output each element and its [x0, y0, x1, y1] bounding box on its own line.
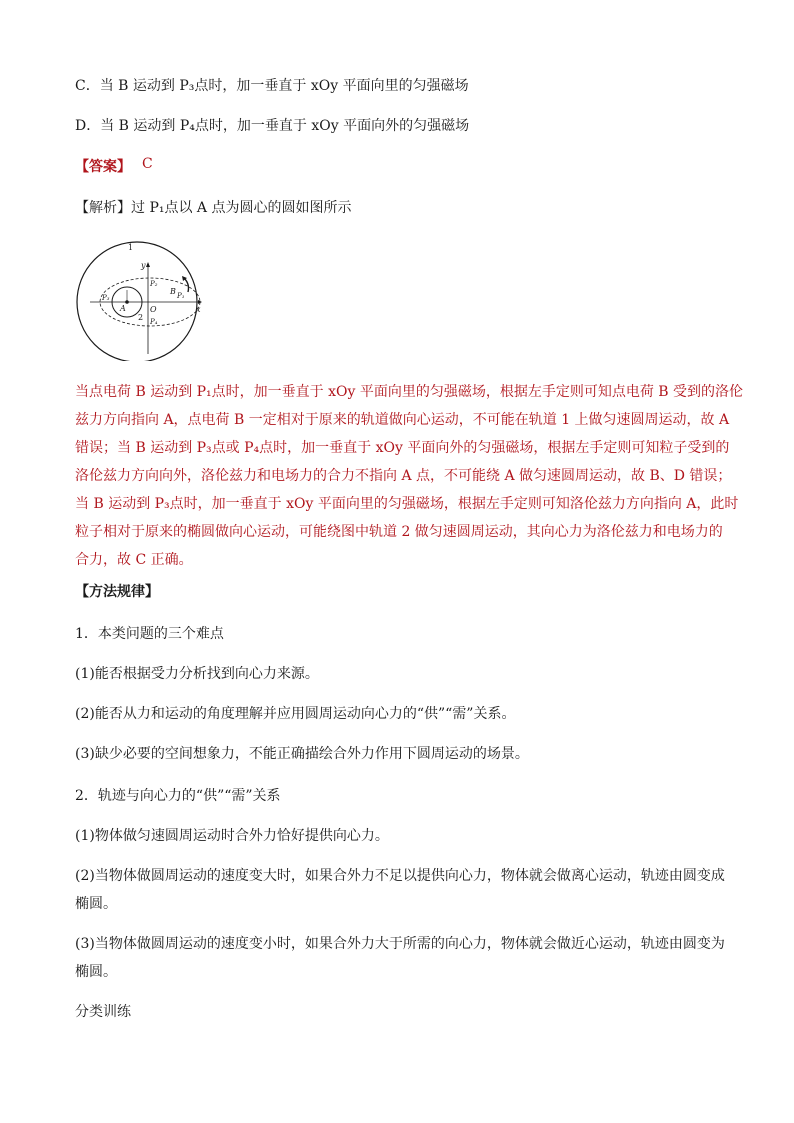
method-s2-line: (2)当物体做圆周运动的速度变大时，如果合外力不足以提供向心力，物体就会做离心运动，轨迹由圆变成	[75, 868, 725, 884]
analysis-paragraph	[75, 378, 744, 574]
label-p4: P₄	[150, 318, 158, 326]
method-s1-item: (2)能否从力和运动的角度理解并应用圆周运动向心力的“供”“需”关系。	[75, 706, 516, 722]
category-training-label: 分类训练	[75, 1004, 131, 1020]
answer-value: C	[142, 156, 153, 172]
label-track2: 2	[138, 313, 144, 322]
method-s2-item-2	[75, 862, 723, 918]
method-heading: 【方法规律】	[75, 584, 159, 600]
y-arrow-icon	[146, 262, 150, 267]
label-p3: P₃	[102, 294, 110, 302]
analysis-line: 合力，故 C 正确。	[75, 552, 193, 568]
option-c: C．当 B 运动到 P₃点时，加一垂直于 xOy 平面向里的匀强磁场	[75, 78, 469, 94]
method-section1-title: 1．本类问题的三个难点	[75, 626, 224, 642]
method-s1-item: (3)缺少必要的空间想象力，不能正确描绘合外力作用下圆周运动的场景。	[75, 746, 529, 762]
b-arc-marker	[184, 278, 189, 292]
orbit-1-circle	[77, 242, 197, 361]
method-section2-title: 2．轨迹与向心力的“供”“需”关系	[75, 788, 281, 804]
label-y: y	[141, 261, 146, 270]
analysis-heading: 【解析】过 P₁点以 A 点为圆心的圆如图所示	[75, 200, 352, 216]
option-d: D．当 B 运动到 P₄点时，加一垂直于 xOy 平面向外的匀强磁场	[75, 118, 470, 134]
method-s2-line: (3)当物体做圆周运动的速度变小时，如果合外力大于所需的向心力，物体就会做近心运动，轨迹由圆变为	[75, 936, 725, 952]
orbit-diagram	[70, 236, 210, 361]
label-b: B	[170, 287, 176, 296]
label-a: A	[120, 304, 126, 313]
label-track1: 1	[128, 243, 134, 252]
analysis-line: 粒子相对于原来的椭圆做向心运动，可能绕图中轨道 2 做匀速圆周运动，其向心力为洛伦兹力和电场力的	[75, 524, 723, 540]
analysis-line: 当点电荷 B 运动到 P₁点时，加一垂直于 xOy 平面向里的匀强磁场，根据左手定则可知点电荷 B 受到的洛伦	[75, 384, 744, 400]
answer-label: 【答案】	[75, 159, 131, 175]
analysis-line: 兹力方向指向 A，点电荷 B 一定相对于原来的轨道做向心运动，不可能在轨道 1 上做匀速圆周运动，故 A	[75, 412, 730, 428]
analysis-line: 洛伦兹力方向向外，洛伦兹力和电场力的合力不指向 A 点，不可能绕 A 做匀速圆周运动，故 B、D 错误；	[75, 468, 732, 484]
method-s2-line: 椭圆。	[75, 896, 117, 912]
method-s2-item-3	[75, 930, 723, 986]
label-p2: P₂	[150, 280, 158, 288]
label-p1: P₁	[177, 292, 185, 300]
method-s1-item: (1)能否根据受力分析找到向心力来源。	[75, 666, 319, 682]
method-s2-line: 椭圆。	[75, 964, 117, 980]
analysis-line: 当 B 运动到 P₃点时，加一垂直于 xOy 平面向里的匀强磁场，根据左手定则可知洛伦兹力方向指向 A，此时	[75, 496, 739, 512]
method-s2-item: (1)物体做匀速圆周运动时合外力恰好提供向心力。	[75, 828, 389, 844]
label-x: x	[196, 305, 201, 314]
analysis-line: 错误；当 B 运动到 P₃点或 P₄点时，加一垂直于 xOy 平面向外的匀强磁场，根据左手定则可知粒子受到的	[75, 440, 730, 456]
label-o: O	[150, 305, 157, 314]
